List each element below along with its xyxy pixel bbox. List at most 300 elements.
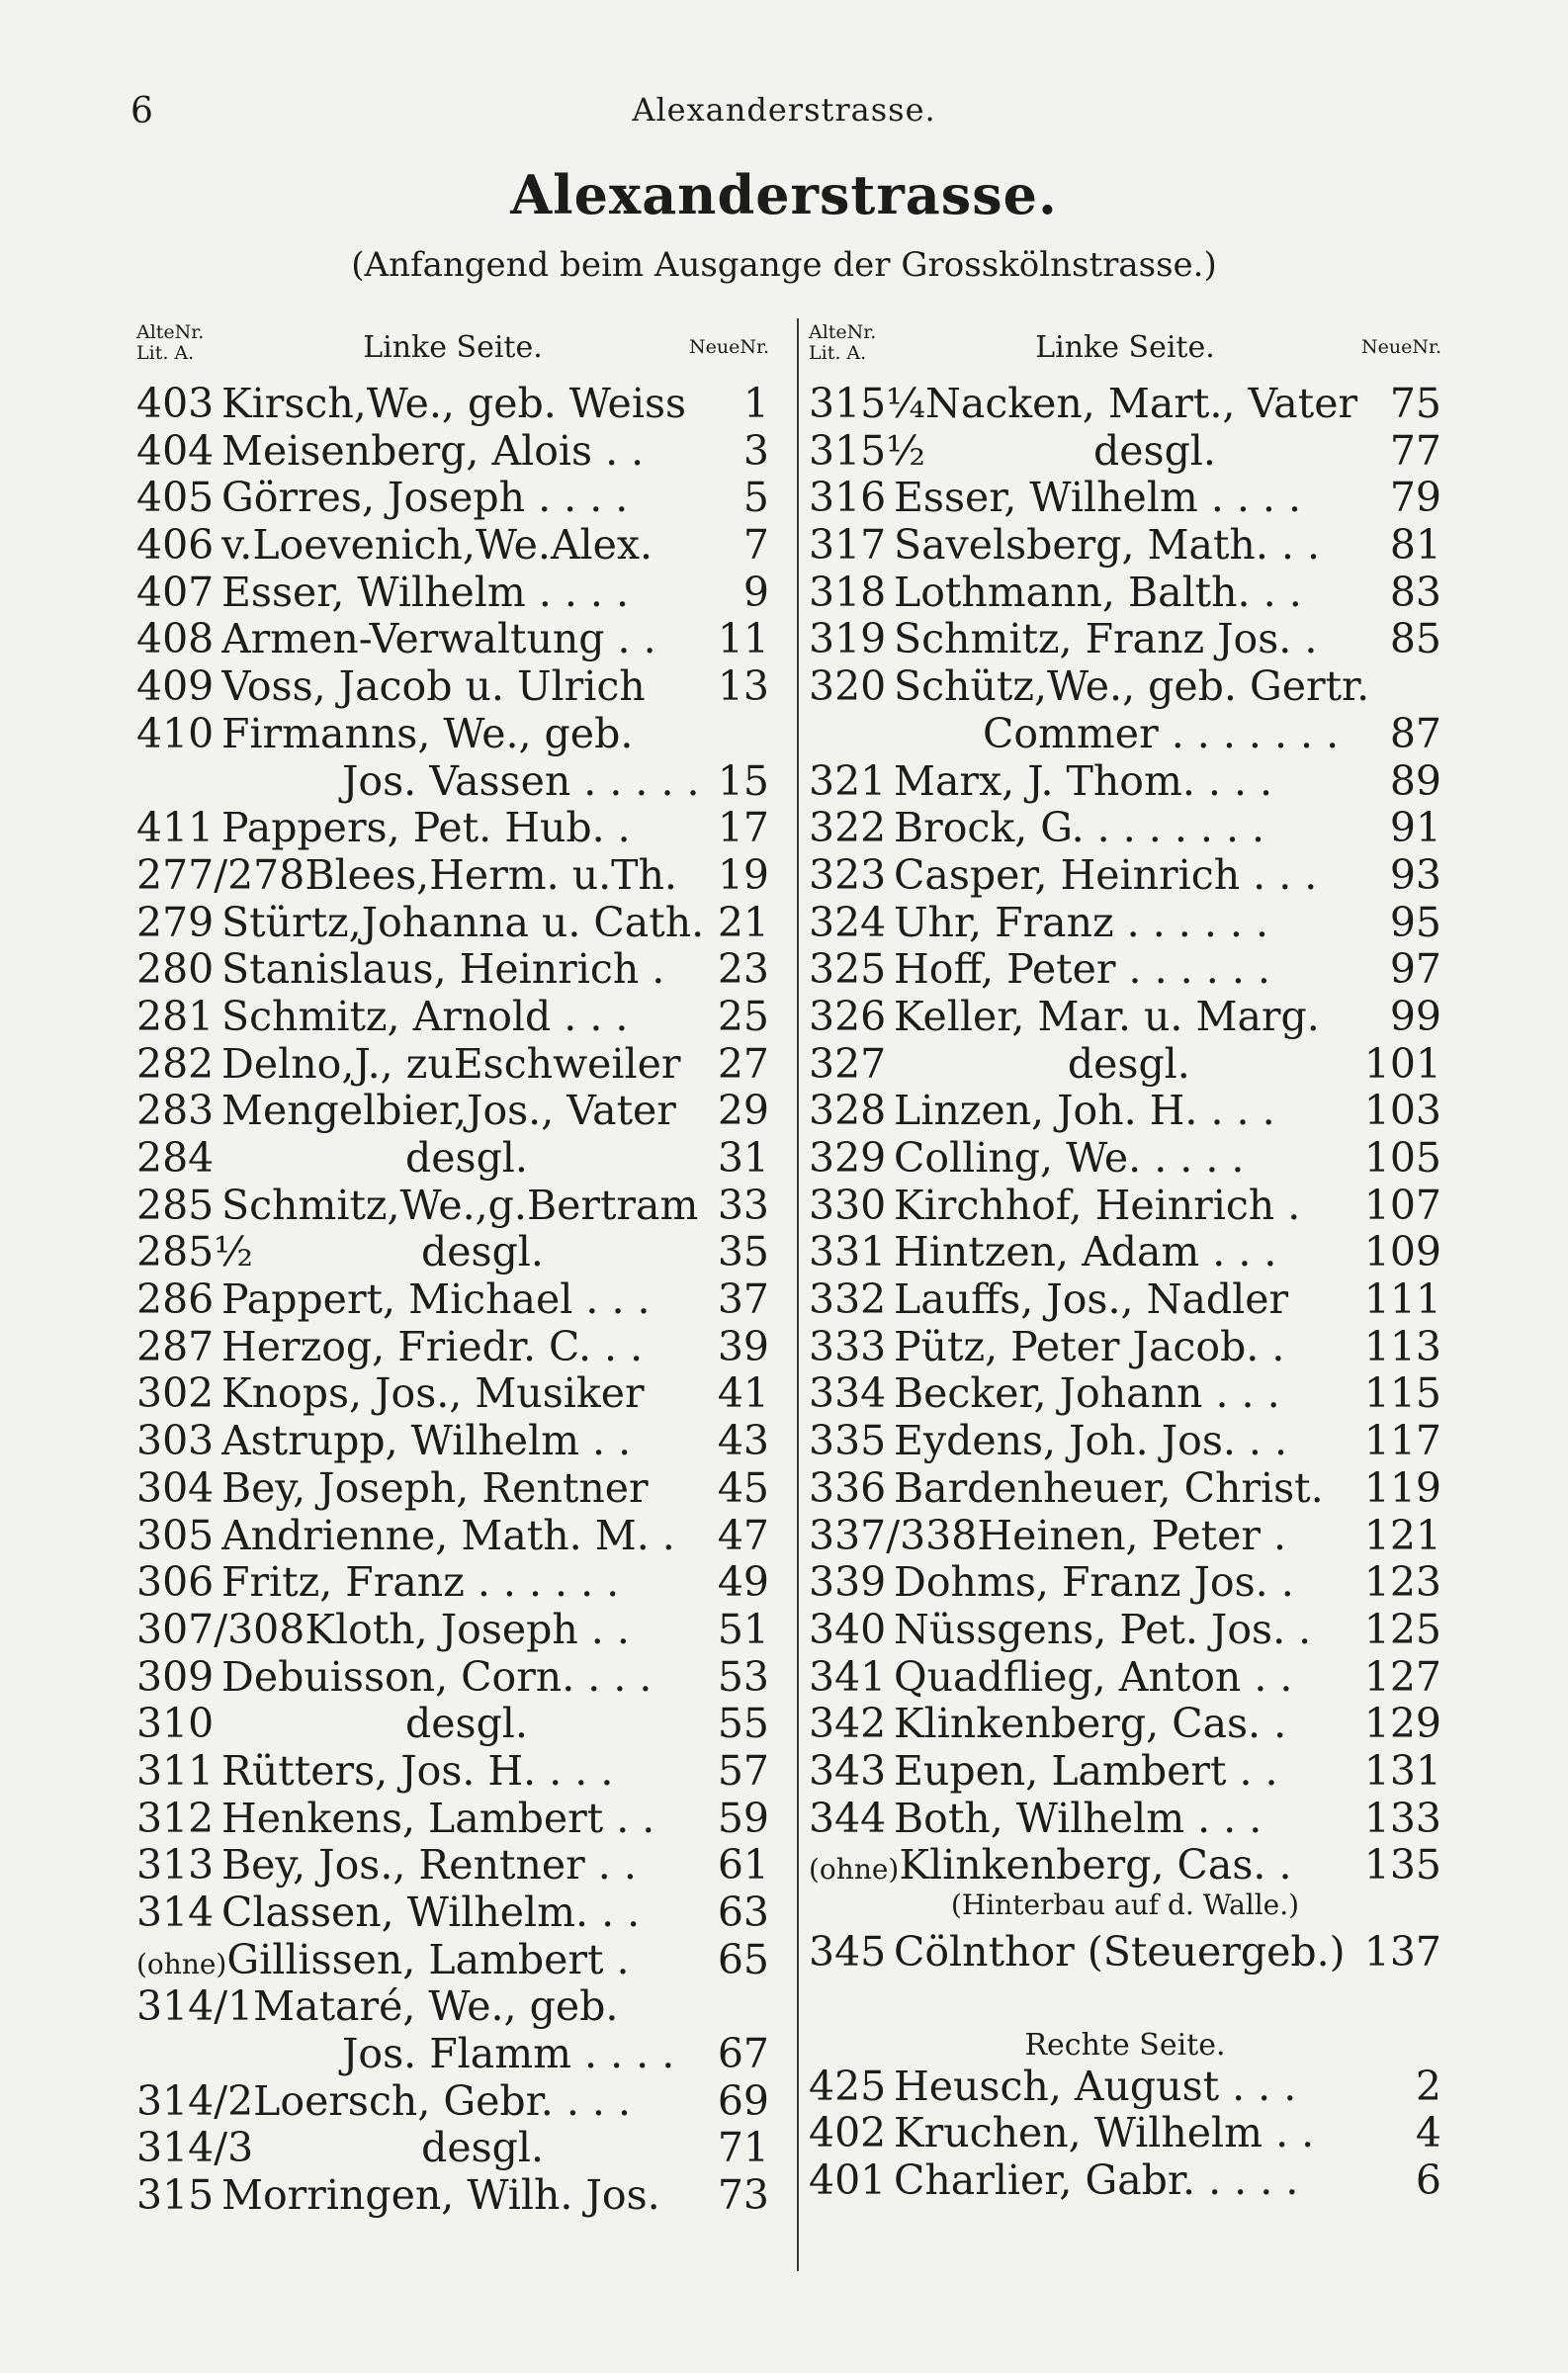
alte-nr: 339 [809,1558,887,1607]
alte-nr: 406 [136,521,215,570]
right-column [809,322,1441,2204]
directory-entry [809,1747,1441,1795]
neue-nr: 23 [717,945,769,994]
neue-nr: 73 [717,2171,769,2220]
directory-entry [809,1323,1441,1370]
resident-name: Schütz,We., geb. Gertr. [894,662,1370,711]
directory-entry [809,1653,1441,1701]
directory-entry [136,521,769,569]
directory-entry [809,1558,1441,1606]
resident-name: Gillissen, Lambert . [226,1935,630,1983]
alte-nr: 307/308 [136,1605,305,1653]
resident-name: Marx, J. Thom. . . . [894,756,1273,805]
alte-nr: 319 [809,615,887,663]
directory-entry [136,1275,769,1323]
resident-name: Nüssgens, Pet. Jos. . [894,1605,1312,1653]
alte-nr: 425 [809,2062,887,2110]
resident-name: Eydens, Joh. Jos. . . [894,1417,1288,1465]
directory-entry [809,521,1441,569]
directory-entry [136,1606,769,1653]
linke-seite-label: Linke Seite. [1035,330,1215,365]
neue-nr: 37 [717,1275,769,1324]
directory-entry [809,474,1441,521]
rechte-seite-entries [809,2063,1441,2204]
directory-entry [136,2124,769,2171]
alte-nr: 407 [136,568,215,616]
resident-name: Delno,J., zuEschweiler [221,1039,681,1088]
alte-nr: 313 [136,1841,215,1890]
alte-nr: 316 [809,474,887,522]
alte-nr: 325 [809,945,887,994]
directory-entry [809,804,1441,851]
directory-entry [809,1134,1441,1182]
directory-entry [809,945,1441,993]
directory-entry [809,1040,1441,1088]
neue-nr: 95 [1389,898,1441,946]
hinterbau-note: (Hinterbau auf d. Walle.) [950,1889,1300,1921]
directory-entry [809,1369,1441,1417]
neue-nr: 113 [1363,1322,1441,1370]
alte-nr: 342 [809,1700,887,1748]
resident-name: Kirsch,We., geb. Weiss [221,380,687,427]
resident-name: Armen-Verwaltung . . [221,615,656,663]
neue-nr: 123 [1363,1558,1441,1607]
page-number: 6 [131,91,153,132]
linke-seite-label: Linke Seite. [363,330,543,365]
neue-nr: 11 [717,615,769,663]
resident-name: Morringen, Wilh. Jos. [221,2171,660,2220]
neue-nr: 43 [717,1417,769,1465]
alte-nr: 402 [809,2109,887,2157]
neue-nr: 93 [1389,850,1441,899]
alte-nr: 328 [809,1087,887,1135]
directory-entry [809,1606,1441,1653]
directory-entry [136,1700,769,1747]
directory-entry [809,1087,1441,1134]
resident-name: Brock, G. . . . . . . . [894,804,1265,852]
resident-name: Colling, We. . . . . [894,1134,1245,1182]
running-head: Alexanderstrasse. [632,91,936,129]
directory-entry [809,1182,1441,1229]
directory-entry [809,993,1441,1040]
alte-nr: 329 [809,1134,887,1182]
resident-name: desgl. [421,1228,544,1276]
alte-nr: 314/2 [136,2076,254,2125]
neue-nr: 67 [717,2030,769,2078]
neue-nr: 105 [1363,1134,1441,1182]
resident-name: Pappers, Pet. Hub. . [221,804,631,852]
directory-entry [136,615,769,662]
resident-name: Stürtz,Johanna u. Cath. [221,898,705,946]
rechte-seite-label: Rechte Seite. [1024,2027,1226,2063]
left-column-header [136,322,769,380]
neue-nr: 129 [1363,1700,1441,1748]
alte-nr: 334 [809,1369,887,1418]
directory-entry [136,1182,769,1229]
alte-nr: 284 [136,1134,215,1182]
alte-nr: 330 [809,1181,887,1229]
alte-nr: 340 [809,1605,887,1653]
alte-nr: 335 [809,1417,887,1465]
alte-nr: 310 [136,1700,215,1748]
resident-name: Rütters, Jos. H. . . . [221,1746,614,1795]
alte-nr: 315½ [809,426,925,475]
resident-name: Klinkenberg, Cas. . [899,1841,1292,1890]
directory-entry [136,1323,769,1370]
neue-nr: 15 [717,756,769,805]
alte-nr: 405 [136,474,215,522]
alte-nr: 409 [136,662,215,711]
alte-nr: (ohne) [809,1853,900,1887]
resident-name: Esser, Wilhelm . . . . [894,474,1302,522]
directory-entry [136,1417,769,1464]
resident-name: Uhr, Franz . . . . . . [894,898,1269,946]
resident-name: Debuisson, Corn. . . . [221,1652,653,1701]
neue-nr: 131 [1363,1746,1441,1795]
neue-nr: 9 [742,568,769,616]
resident-name: Classen, Wilhelm. . . [221,1889,641,1936]
neue-nr: 69 [717,2076,769,2125]
directory-entry [136,2030,769,2077]
resident-name: Linzen, Joh. H. . . . [894,1087,1275,1135]
directory-entry [809,1700,1441,1747]
neue-nr: 97 [1389,945,1441,994]
neue-nr-label: NeueNr. [688,336,769,358]
resident-name: Casper, Heinrich . . . [894,850,1318,899]
neue-nr: 125 [1363,1605,1441,1653]
alte-nr: 302 [136,1369,215,1418]
neue-nr: 31 [717,1134,769,1182]
alte-nr: 411 [136,804,215,852]
resident-name: Eupen, Lambert . . [894,1746,1278,1795]
neue-nr: 91 [1389,804,1441,852]
resident-name: Fritz, Franz . . . . . . [221,1558,620,1607]
neue-nr: 53 [717,1652,769,1701]
alte-nr: 331 [809,1228,887,1276]
alte-nr: 285 [136,1181,215,1229]
directory-entry [136,1464,769,1512]
neue-nr: 47 [717,1511,769,1559]
alte-nr: 333 [809,1322,887,1370]
neue-nr: 39 [717,1322,769,1370]
neue-nr: 2 [1415,2062,1441,2110]
directory-entry [809,662,1441,710]
resident-name: Bey, Jos., Rentner . . [221,1841,637,1890]
neue-nr: 127 [1363,1652,1441,1701]
resident-name: Charlier, Gabr. . . . . [894,2156,1299,2205]
resident-name: Pappert, Michael . . . [221,1275,651,1324]
resident-name: Kruchen, Wilhelm . . [894,2109,1315,2157]
neue-nr: 101 [1363,1039,1441,1088]
directory-entry [809,2109,1441,2156]
alte-nr: 326 [809,992,887,1040]
directory-entry [136,427,769,475]
alte-nr: 286 [136,1275,215,1324]
resident-name: Dohms, Franz Jos. . [894,1558,1294,1607]
alte-nr: 332 [809,1275,887,1324]
left-entries [136,380,769,2219]
neue-nr: 99 [1389,992,1441,1040]
alte-nr: 344 [809,1794,887,1842]
neue-nr: 77 [1389,426,1441,475]
alte-nr: 343 [809,1746,887,1795]
resident-name: Kirchhof, Heinrich . [894,1181,1301,1229]
resident-name: Lothmann, Balth. . . [894,568,1302,616]
directory-entry [809,1228,1441,1275]
directory-entry [809,851,1441,899]
directory-entry [809,2156,1441,2204]
neue-nr: 7 [742,521,769,570]
neue-nr: 75 [1389,380,1441,427]
neue-nr: 5 [742,474,769,522]
resident-name: Jos. Vassen . . . . . [342,756,700,805]
directory-entry [136,945,769,993]
resident-name: desgl. [1093,426,1216,475]
neue-nr: 119 [1363,1463,1441,1512]
directory-entry [136,899,769,946]
directory-entry [136,1087,769,1134]
neue-nr: 4 [1415,2109,1441,2157]
resident-name: desgl. [421,2124,545,2172]
alte-nr: 322 [809,804,887,852]
neue-nr: 6 [1415,2156,1441,2205]
neue-nr: 49 [717,1558,769,1607]
neue-nr: 89 [1389,756,1441,805]
resident-name: Görres, Joseph . . . . [221,474,629,522]
neue-nr: 79 [1389,474,1441,522]
directory-entry [136,662,769,710]
resident-name: Bey, Joseph, Rentner [221,1463,649,1512]
alte-nr: 287 [136,1322,215,1370]
directory-entry [136,2077,769,2125]
resident-name: Blees,Herm. u.Th. [305,850,677,899]
directory-entry [136,1982,769,2030]
alte-nr: 281 [136,992,215,1040]
resident-name: Andrienne, Math. M. . [221,1511,675,1559]
directory-entry [136,1795,769,1842]
resident-name: Hoff, Peter . . . . . . [894,945,1270,994]
neue-nr: 65 [717,1935,769,1983]
resident-name: Loersch, Gebr. . . . [253,2076,631,2125]
resident-name: Klinkenberg, Cas. . [894,1700,1287,1748]
resident-name: Herzog, Friedr. C. . . [221,1322,644,1370]
resident-name: Henkens, Lambert . . [221,1794,655,1842]
directory-entry [136,1134,769,1182]
alte-nr: 279 [136,898,215,946]
neue-nr: 83 [1389,568,1441,616]
resident-name: Jos. Flamm . . . . [342,2030,675,2078]
directory-entry [136,1747,769,1795]
resident-name: Astrupp, Wilhelm . . [221,1417,632,1465]
neue-nr: 137 [1363,1928,1441,1976]
neue-nr: 19 [717,850,769,899]
alte-nr: 305 [136,1511,215,1559]
column-divider [797,318,799,2271]
resident-name: Heinen, Peter . [977,1511,1287,1559]
neue-nr: 61 [717,1841,769,1890]
resident-name: Cölnthor (Steuergeb.) [894,1928,1346,1976]
neue-nr: 85 [1389,615,1441,663]
resident-name: Knops, Jos., Musiker [221,1369,645,1418]
resident-name: Schmitz, Franz Jos. . [894,615,1318,663]
directory-entry [809,1512,1441,1559]
neue-nr: 133 [1363,1794,1441,1842]
alte-nr: 341 [809,1652,887,1701]
directory-entry [136,1889,769,1936]
directory-entry [809,710,1441,757]
resident-name: Schmitz, Arnold . . . [221,992,629,1040]
neue-nr: 115 [1363,1369,1441,1418]
alte-nr: 336 [809,1463,887,1512]
neue-nr: 135 [1363,1841,1441,1890]
alte-nr: 314/1 [136,1982,254,2031]
neue-nr-label: NeueNr. [1360,336,1441,358]
resident-name: Meisenberg, Alois . . [221,426,645,475]
alte-nr: (ohne) [136,1947,227,1980]
alte-nr: 303 [136,1417,215,1465]
resident-name: Stanislaus, Heinrich . [221,945,665,994]
neue-nr: 33 [717,1181,769,1229]
directory-entry [136,1653,769,1701]
alte-nr: 314 [136,1889,215,1936]
alte-nr: 282 [136,1039,215,1088]
neue-nr: 13 [717,662,769,711]
left-column [136,322,769,2219]
directory-entry [136,474,769,521]
resident-name: Quadflieg, Anton . . [894,1652,1293,1701]
alte-nr: 312 [136,1794,215,1842]
neue-nr: 27 [717,1039,769,1088]
neue-nr: 111 [1363,1275,1441,1324]
alte-nr: 321 [809,756,887,805]
directory-entry [809,1928,1441,1976]
directory-entry [136,380,769,427]
directory-entry [809,569,1441,616]
neue-nr: 21 [717,898,769,946]
neue-nr: 71 [717,2124,769,2172]
street-subtitle: (Anfangend beim Ausgange der Grosskölnstrasse.) [351,245,1217,285]
resident-name: Bardenheuer, Christ. [894,1463,1324,1512]
resident-name: Lauffs, Jos., Nadler [894,1275,1289,1324]
resident-name: Savelsberg, Math. . . [894,521,1321,570]
directory-entry [809,899,1441,946]
alte-nr: 318 [809,568,887,616]
directory-entry [809,615,1441,662]
resident-name: Nacken, Mart., Vater [925,380,1358,427]
resident-name: Pütz, Peter Jacob. . [894,1322,1285,1370]
resident-name: Esser, Wilhelm . . . . [221,568,630,616]
directory-entry [136,710,769,757]
alte-nr: 410 [136,709,215,757]
alte-nr: 280 [136,945,215,994]
alte-nr: 283 [136,1087,215,1135]
resident-name: desgl. [405,1134,528,1182]
neue-nr: 87 [1389,709,1441,757]
alte-nr: 285½ [136,1228,253,1276]
neue-nr: 29 [717,1087,769,1135]
directory-entry [136,851,769,899]
neue-nr: 57 [717,1746,769,1795]
alte-nr: 324 [809,898,887,946]
directory-entry [809,1795,1441,1842]
directory-entry [809,1464,1441,1512]
resident-name: Commer . . . . . . . [983,709,1340,757]
neue-nr: 117 [1363,1417,1441,1465]
resident-name: Keller, Mar. u. Marg. [894,992,1320,1040]
alte-nr: 315¼ [809,380,925,427]
alte-nr: 403 [136,380,215,427]
directory-entry [136,1040,769,1088]
neue-nr: 121 [1363,1511,1441,1559]
alte-nr: 327 [809,1039,887,1088]
resident-name: desgl. [405,1700,528,1748]
alte-nr: 304 [136,1463,215,1512]
alte-nr: 337/338 [809,1511,978,1559]
directory-entry [809,2063,1441,2110]
neue-nr: 35 [717,1228,769,1276]
right-column-header [809,322,1441,380]
directory-entry [136,1512,769,1559]
alte-nr-label: AlteNr. Lit. A. [809,321,877,364]
directory-entry [809,1841,1441,1889]
resident-name: Kloth, Joseph . . [305,1605,630,1653]
neue-nr: 41 [717,1369,769,1418]
resident-name: Both, Wilhelm . . . [894,1794,1263,1842]
alte-nr: 314/3 [136,2124,254,2172]
alte-nr: 306 [136,1558,215,1607]
directory-entry [809,757,1441,805]
directory-entry [136,569,769,616]
alte-nr: 401 [809,2156,887,2205]
directory-entry [809,427,1441,475]
directory-entry [136,1369,769,1417]
directory-entry [809,1417,1441,1464]
resident-name: desgl. [1067,1039,1190,1088]
directory-entry [136,1936,769,1983]
neue-nr: 51 [717,1605,769,1653]
alte-nr: 345 [809,1928,887,1976]
directory-entry [136,804,769,851]
alte-nr: 315 [136,2171,215,2220]
directory-entry [809,380,1441,427]
neue-nr: 107 [1363,1181,1441,1229]
directory-entry [136,2171,769,2219]
alte-nr: 311 [136,1746,215,1795]
alte-nr: 320 [809,662,887,711]
resident-name: Heusch, August . . . [894,2062,1297,2110]
directory-entry [136,1558,769,1606]
resident-name: Mengelbier,Jos., Vater [221,1087,676,1135]
neue-nr: 103 [1363,1087,1441,1135]
neue-nr: 17 [717,804,769,852]
resident-name: Firmanns, We., geb. [221,709,634,757]
resident-name: Becker, Johann . . . [894,1369,1280,1418]
neue-nr: 81 [1389,521,1441,570]
neue-nr: 59 [717,1794,769,1842]
directory-entry [136,1228,769,1275]
neue-nr: 55 [717,1700,769,1748]
resident-name: Voss, Jacob u. Ulrich [221,662,646,711]
neue-nr: 63 [717,1889,769,1936]
alte-nr: 309 [136,1652,215,1701]
directory-entry [809,1275,1441,1323]
alte-nr: 277/278 [136,850,305,899]
resident-name: Hintzen, Adam . . . [894,1228,1277,1276]
directory-entry [136,757,769,805]
alte-nr: 404 [136,426,215,475]
right-entries [809,380,1441,1889]
neue-nr: 25 [717,992,769,1040]
